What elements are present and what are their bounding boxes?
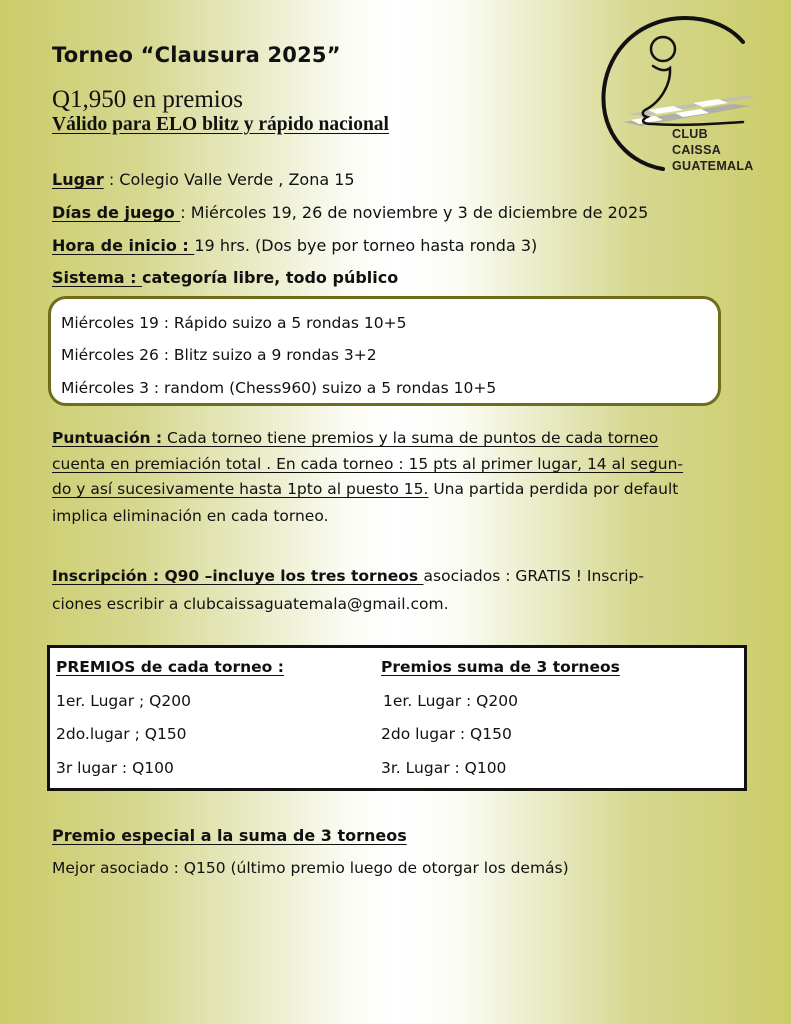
scoring-text-1: Cada torneo tiene premios y la suma de puntos de cada torneo — [162, 429, 659, 447]
start-time-line — [52, 236, 537, 255]
start-time-value: 19 hrs. (Dos bye por torneo hasta ronda 3) — [194, 236, 538, 255]
prizes-box — [47, 645, 747, 791]
venue-label: Lugar — [52, 170, 104, 189]
prizes-each-header: PREMIOS de cada torneo : — [56, 658, 284, 676]
scoring-text-3: do y así sucesivamente hasta 1pto al puesto 15. — [52, 480, 429, 498]
system-line — [52, 268, 398, 287]
prize-each-first: 1er. Lugar ; Q200 — [56, 692, 191, 710]
prize-sum-second: 2do lugar : Q150 — [381, 725, 512, 743]
prizes-sum-header: Premios suma de 3 torneos — [381, 658, 620, 676]
start-time-label: Hora de inicio : — [52, 236, 195, 255]
system-value: categoría libre, todo público — [142, 268, 399, 287]
venue-line — [52, 170, 355, 189]
prize-each-second: 2do.lugar ; Q150 — [56, 725, 187, 743]
schedule-row: Miércoles 3 : random (Chess960) suizo a 5 rondas 10+5 — [61, 379, 497, 397]
elo-note: Válido para ELO blitz y rápido nacional — [52, 114, 389, 135]
scoring-label: Puntuación : — [52, 429, 163, 447]
registration-line-2: ciones escribir a clubcaissaguatemala@gmail.com. — [52, 595, 449, 613]
registration-label: Inscripción : Q90 –incluye los tres torneos — [52, 567, 424, 585]
prize-sum-third: 3r. Lugar : Q100 — [381, 759, 507, 777]
special-prize-header: Premio especial a la suma de 3 torneos — [52, 826, 407, 845]
scoring-text-3-rest: Una partida perdida por default — [428, 480, 679, 498]
scoring-line-2: cuenta en premiación total . En cada torneo : 15 pts al primer lugar, 14 al segun- — [52, 455, 684, 473]
game-days-label: Días de juego — [52, 203, 181, 222]
registration-text: asociados : GRATIS ! Inscrip- — [423, 567, 644, 585]
tournament-title: Torneo “Clausura 2025” — [52, 43, 341, 67]
special-prize-text: Mejor asociado : Q150 (último premio luego de otorgar los demás) — [52, 859, 569, 877]
game-days-value: : Miércoles 19, 26 de noviembre y 3 de diciembre de 2025 — [180, 203, 649, 222]
prize-each-third: 3r lugar : Q100 — [56, 759, 174, 777]
system-label: Sistema : — [52, 268, 143, 287]
registration-line-1 — [52, 567, 644, 585]
logo-text-caissa: CAISSA — [672, 143, 722, 157]
prize-total: Q1,950 en premios — [52, 86, 243, 113]
schedule-box — [48, 296, 721, 406]
scoring-line-1 — [52, 429, 658, 447]
logo-text-club: CLUB — [672, 127, 708, 141]
venue-value: : Colegio Valle Verde , Zona 15 — [103, 170, 355, 189]
scoring-line-3 — [52, 480, 678, 498]
schedule-row: Miércoles 26 : Blitz suizo a 9 rondas 3+2 — [61, 346, 377, 364]
logo-text-guatemala: GUATEMALA — [672, 159, 754, 173]
schedule-row: Miércoles 19 : Rápido suizo a 5 rondas 10+5 — [61, 314, 407, 332]
prize-sum-first: 1er. Lugar : Q200 — [383, 692, 518, 710]
scoring-line-4: implica eliminación en cada torneo. — [52, 507, 329, 525]
game-days-line — [52, 203, 648, 222]
